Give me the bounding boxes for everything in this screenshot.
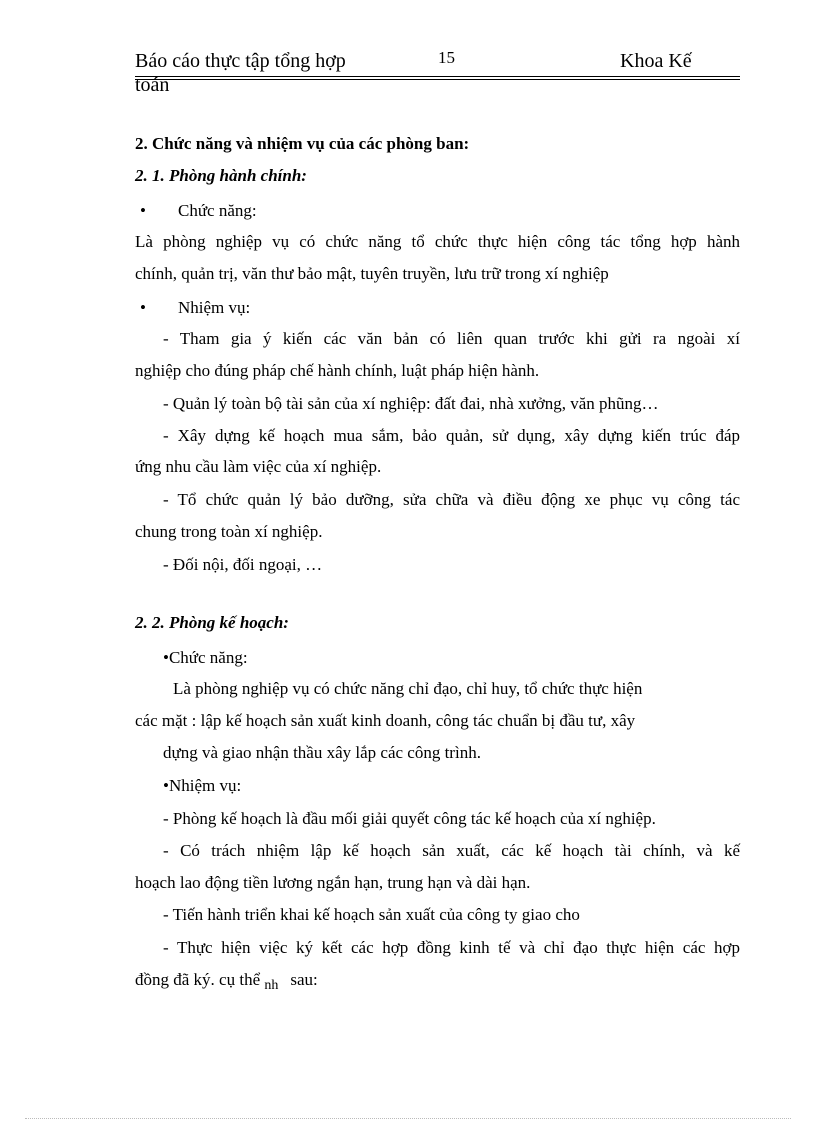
subsection-title-admin: 2. 1. Phòng hành chính: bbox=[135, 166, 307, 185]
paragraph-line bbox=[135, 969, 318, 993]
page-number: 15 bbox=[438, 48, 455, 67]
paragraph-line: - Có trách nhiệm lập kế hoạch sản xuất, các kế hoạch tài chính, và kế bbox=[163, 841, 740, 860]
section-title: 2. Chức năng và nhiệm vụ của các phòng ban: bbox=[135, 134, 470, 153]
paragraph-line: - Tổ chức quản lý bảo dưỡng, sửa chữa và điều động xe phục vụ công tác bbox=[163, 490, 740, 509]
paragraph-line: hoạch lao động tiền lương ngắn hạn, trung hạn và dài hạn. bbox=[135, 873, 531, 892]
duty-label: Nhiệm vụ: bbox=[178, 298, 251, 317]
paragraph-line: chính, quản trị, văn thư bảo mật, tuyên truyền, lưu trữ trong xí nghiệp bbox=[135, 264, 609, 283]
header-department: Khoa Kế bbox=[620, 50, 692, 72]
footer-dotted-rule bbox=[25, 1118, 791, 1119]
function-label: •Chức năng: bbox=[163, 648, 248, 667]
paragraph-line: - Tham gia ý kiến các văn bản có liên quan trước khi gửi ra ngoài xí bbox=[163, 329, 740, 348]
paragraph-line: - Đối nội, đối ngoại, … bbox=[163, 555, 323, 574]
page-header bbox=[135, 48, 740, 77]
subsection-title-planning: 2. 2. Phòng kế hoạch: bbox=[135, 613, 289, 632]
paragraph-line: dựng và giao nhận thầu xây lắp các công trình. bbox=[163, 743, 481, 762]
function-label: Chức năng: bbox=[178, 201, 257, 220]
paragraph-line: - Thực hiện việc ký kết các hợp đồng kinh tế và chỉ đạo thực hiện các hợp bbox=[163, 938, 740, 957]
header-report-title: Báo cáo thực tập tổng hợp bbox=[135, 50, 346, 72]
paragraph-line: chung trong toàn xí nghiệp. bbox=[135, 522, 323, 541]
header-department-continuation: toán bbox=[135, 74, 170, 96]
paragraph-line: Là phòng nghiệp vụ có chức năng chỉ đạo, chỉ huy, tổ chức thực hiện bbox=[173, 679, 643, 698]
paragraph-line: Là phòng nghiệp vụ có chức năng tổ chức thực hiện công tác tổng hợp hành bbox=[135, 232, 740, 251]
paragraph-text: đồng đã ký. cụ thể bbox=[135, 970, 261, 989]
duty-label: •Nhiệm vụ: bbox=[163, 776, 242, 795]
paragraph-line: - Xây dựng kế hoạch mua sắm, bảo quản, sử dụng, xây dựng kiến trúc đáp bbox=[163, 426, 740, 445]
paragraph-line: nghiệp cho đúng pháp chế hành chính, luật pháp hiện hành. bbox=[135, 361, 540, 380]
bullet: • bbox=[140, 201, 146, 220]
bullet: • bbox=[140, 298, 146, 317]
paragraph-text: sau: bbox=[290, 970, 318, 989]
subscript-fragment: nh bbox=[264, 978, 279, 993]
paragraph-line: các mặt : lập kế hoạch sản xuất kinh doanh, công tác chuẩn bị đầu tư, xây bbox=[135, 711, 636, 730]
paragraph-line: ứng nhu cầu làm việc của xí nghiệp. bbox=[135, 457, 382, 476]
paragraph-line: - Tiến hành triển khai kế hoạch sản xuất của công ty giao cho bbox=[163, 905, 580, 924]
paragraph-line: - Phòng kế hoạch là đầu mối giải quyết công tác kế hoạch của xí nghiệp. bbox=[163, 809, 656, 828]
paragraph-line: - Quản lý toàn bộ tài sản của xí nghiệp: đất đai, nhà xưởng, văn phũng… bbox=[163, 394, 659, 413]
